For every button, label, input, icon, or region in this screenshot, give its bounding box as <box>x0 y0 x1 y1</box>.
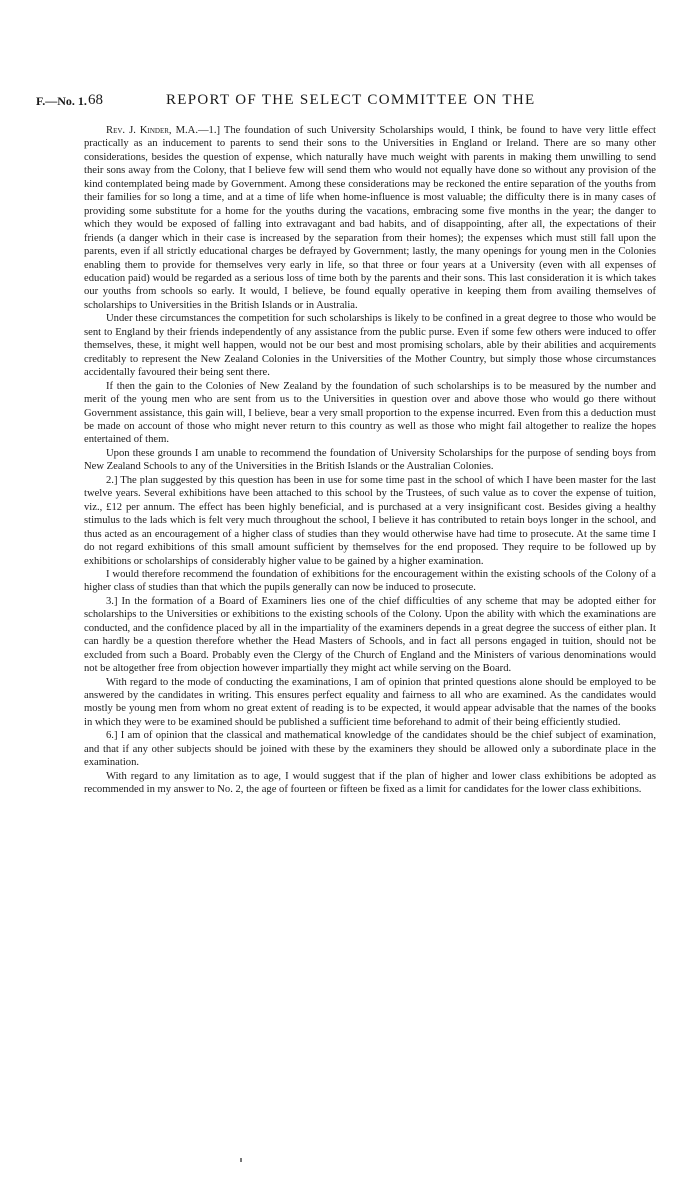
body-text <box>84 124 656 797</box>
paragraph-text: , M.A.—1.] The foundation of such University Scholarships would, I think, be found to have very little effect practically as an inducement to parents to send their sons to the Universities in England or Ireland. There are so many other considerations, besides the question of expense, which naturally have much weight with parents in making them unwilling to send their sons away from the Colony, that I believe few will send them who would not equally have done so without any provision of the kind contemplated being made by Government. Among these considerations may be reckoned the entire separation of the youths from their families for so long a time, and at a time of life when home-influence is most valuable; the difficulty there is in many cases of providing some substitute for a home for the youths during the vacations, embracing some five months in the year; the danger to which they would be exposed of falling into extravagant and bad habits, and of disappointing, after all, the expectations of their friends (a danger which in their case is increased by the separation from their homes); the expenses which must still fall upon the parents, even if all strictly educational charges be defrayed by Government; lastly, the many openings for young men in the Colonies enabling them to provide for themselves very early in life, so that three or four years at a University (even with all expenses of education paid) would be regarded as a serious loss of time both by the parents and their sons. This last consideration it is which takes our youths from schools so early. It would, I believe, be found equally operative in keeping them from availing themselves of scholarships to Universities in the British Islands or in Australia. <box>84 125 656 311</box>
document-reference: F.—No. 1. <box>36 94 87 108</box>
paragraph-answer-1 <box>84 124 656 312</box>
paragraph-answer-6: 6.] I am of opinion that the classical and mathematical knowledge of the candidates should be the chief subject of examination, and that if any other subjects should be joined with these by the examiners they should be allowed only a subordinate place in the examination. <box>84 730 656 769</box>
speaker-name: Rev. J. Kinder <box>106 125 169 136</box>
print-speck <box>240 1158 242 1162</box>
page-header <box>36 92 656 114</box>
paragraph-answer-3: 3.] In the formation of a Board of Examiners lies one of the chief difficulties of any scheme that may be adopted either for scholarships to the Universities or exhibitions to the existing schools of the Colony. Upon the ability with which the examinations are conducted, and the confidence placed by all in the impartiality of the examiners depends in a great degree the success of either plan. It can hardly be a question therefore whether the Head Masters of Schools, and in fact all persons engaged in tuition, should not be excluded from such a Board. Probably even the Clergy of the Church of England and the Ministers of various denominations would not be altogether free from objection however impartially they might act while serving on the Board. <box>84 595 656 675</box>
paragraph-answer-2: 2.] The plan suggested by this question has been in use for some time past in the school of which I have been master for the last twelve years. Several exhibitions have been attached to this school by the Trustees, of such value as to cover the expense of tuition, viz., £12 per annum. The effect has been highly beneficial, and is purchased at a very insignificant cost. Besides giving a healthy stimulus to the lads which is felt very much throughout the school, I believe it has contributed to retain boys longer in the school, and thus acted as an encouragement of a higher class of studies than they would otherwise have had time to prosecute. At the same time I do not regard exhibitions of this small amount sufficient by themselves for the end proposed. They require to be followed up by exhibitions or scholarships of considerably higher value to be gained by a higher examination. <box>84 474 656 567</box>
running-title: REPORT OF THE SELECT COMMITTEE ON THE <box>166 92 536 108</box>
paragraph: If then the gain to the Colonies of New Zealand by the foundation of such scholarships is to be measured by the number and merit of the young men who are sent from us to the Universities in question over and above those who would go there without Government assistance, this gain will, I believe, bear a very small proportion to the expense incurred. Even from this a deduction must be made on account of those who might never return to this country as well as those who might fail altogether to realize the hopes entertained of them. <box>84 380 656 446</box>
paragraph: Under these circumstances the competition for such scholarships is likely to be confined in a great degree to those who would be sent to England by their friends independently of any assistance from the public purse. Even if some few others were induced to offer themselves, these, it might well happen, would not be our best and most promising scholars, able by their abilities and acquirements creditably to represent the New Zealand Colonies in the Universities of the Mother Country, but simply those whose circumstances accidentally favoured their being sent there. <box>84 313 656 379</box>
paragraph: I would therefore recommend the foundation of exhibitions for the encouragement within the existing schools of the Colony of a higher class of studies than that which the pupils generally can now be induced to prosecute. <box>84 568 656 594</box>
paragraph: Upon these grounds I am unable to recommend the foundation of University Scholarships for the purpose of sending boys from New Zealand Schools to any of the Universities in the British Islands or the Australian Colonies. <box>84 447 656 473</box>
paragraph: With regard to any limitation as to age, I would suggest that if the plan of higher and lower class exhibitions be adopted as recommended in my answer to No. 2, the age of fourteen or fifteen be fixed as a limit for candidates for the lower class exhibitions. <box>84 770 656 796</box>
paragraph: With regard to the mode of conducting the examinations, I am of opinion that printed questions alone should be employed to be answered by the candidates in writing. This ensures perfect equality and fairness to all who are examined. As the candidates would mostly be young men from whom no great extent of reading is to be expected, it would appear advisable that the names of the books in which they were to be examined should be published a sufficient time beforehand to admit of their being efficiently studied. <box>84 676 656 728</box>
page-number: 68 <box>88 92 103 108</box>
